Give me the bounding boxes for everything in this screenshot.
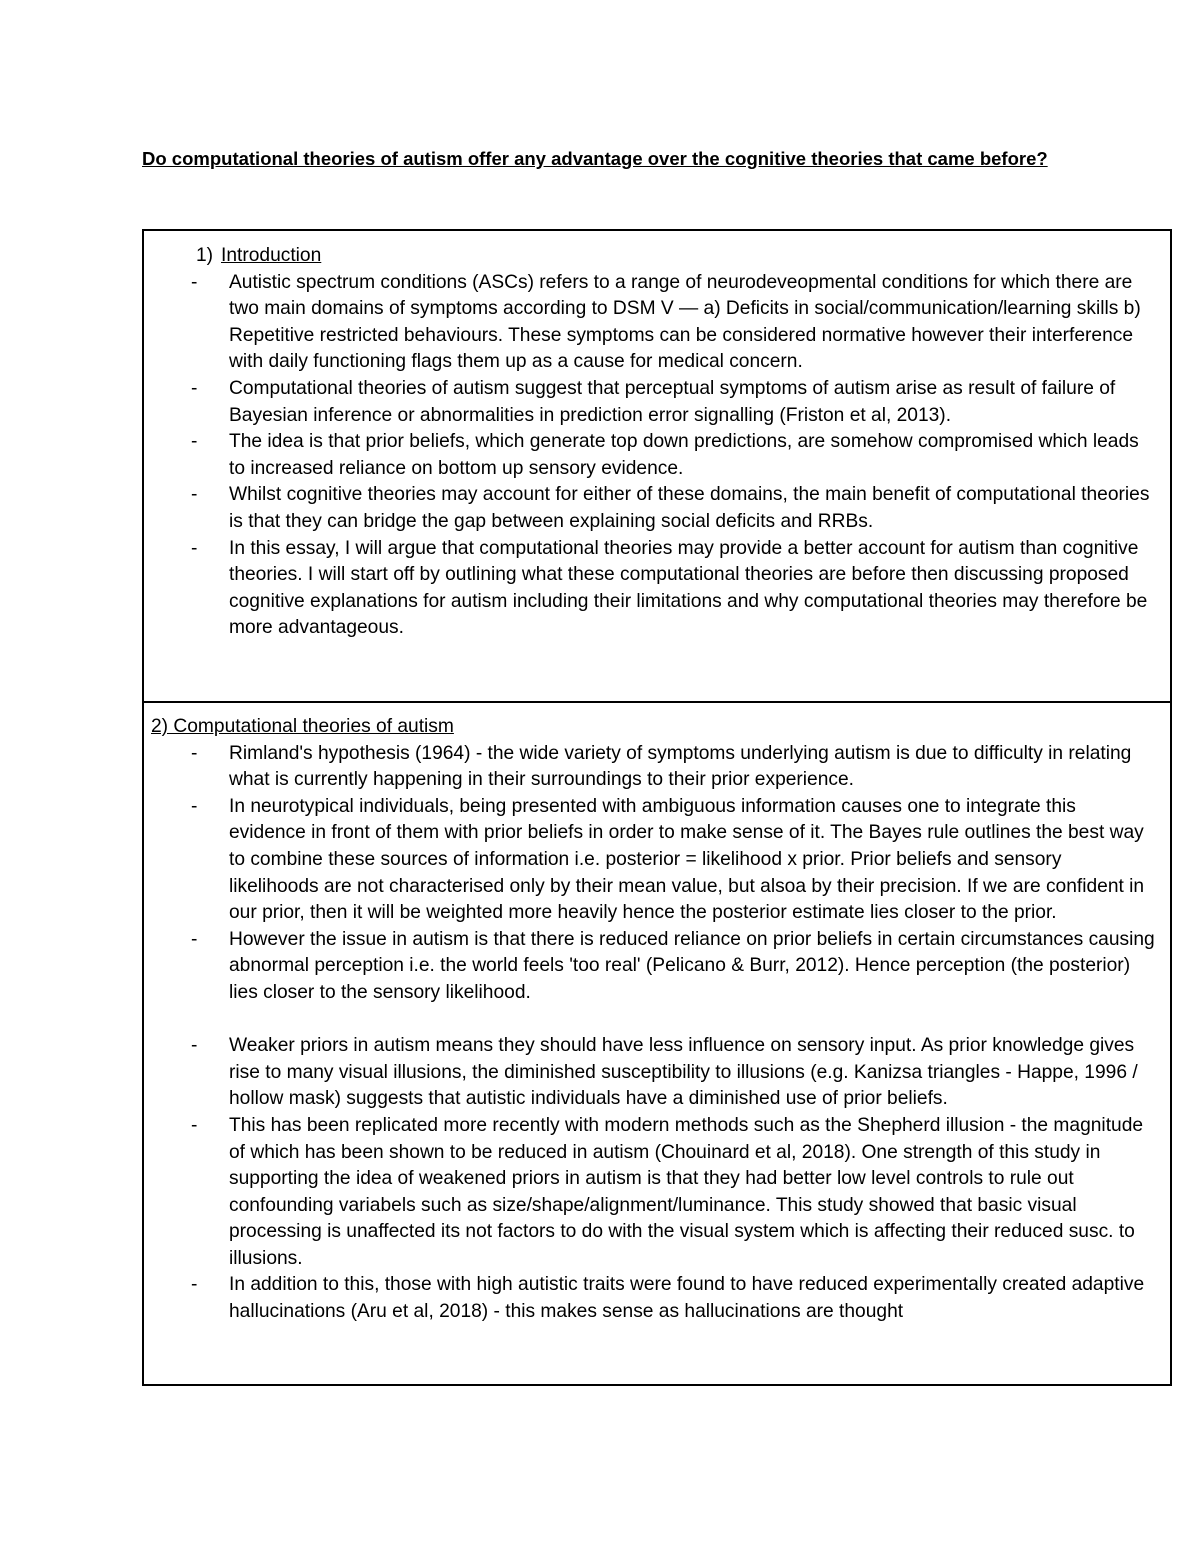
outline-table — [142, 229, 1172, 1386]
paragraph-gap — [151, 1007, 1156, 1034]
list-item — [151, 536, 1156, 642]
list-item — [151, 927, 1156, 1007]
bullet-dash: - — [191, 537, 198, 559]
bullet-dash: - — [191, 271, 198, 293]
list-item — [151, 270, 1156, 376]
bullet-dash: - — [191, 484, 198, 506]
list-item — [151, 794, 1156, 927]
bullet-text: In addition to this, those with high autistic traits were found to have reduced experimentally created adaptive hallucinations (Aru et al, 2018) - this makes sense as hallucinations are thought — [229, 1274, 1145, 1323]
bullet-text: In this essay, I will argue that computational theories may provide a better account for autism than cognitive theories. I will start off by outlining what these computational theories are before then discussing proposed cognitive explanations for autism including their limitations and why computational theories may therefore be more advantageous. — [229, 537, 1148, 639]
list-item — [151, 1033, 1156, 1113]
bullet-text: The idea is that prior beliefs, which generate top down predictions, are somehow compromised which leads to increased reliance on bottom up sensory evidence. — [229, 431, 1139, 479]
section-title: 2) Computational theories of autism — [151, 716, 454, 737]
bullet-text: This has been replicated more recently with modern methods such as the Shepherd illusion - the magnitude of which has been shown to be reduced in autism (Chouinard et al, 2018). One strength of this study in supporting the idea of weakened priors in autism is that they had better low level controls to rule out confounding variabels such as size/shape/alignment/luminance. This study showed that basic visual processing is unaffected its not factors to do with the visual system which is affecting their reduced susc. to illusions. — [229, 1114, 1144, 1269]
list-item — [151, 1272, 1156, 1325]
bullet-dash: - — [191, 1114, 198, 1136]
bullet-text: Weaker priors in autism means they should have less influence on sensory input. As prior knowledge gives rise to many visual illusions, the diminished susceptibility to illusions (e.g. Kanizsa triangles - Happe, 1996 / hollow mask) suggests that autistic individuals have a diminished use of prior beliefs. — [229, 1035, 1138, 1110]
section-title: Introduction — [221, 245, 322, 266]
list-item — [151, 1113, 1156, 1273]
section-heading — [151, 243, 1156, 270]
bullet-dash: - — [191, 1035, 198, 1057]
section-introduction — [144, 231, 1170, 701]
section-heading — [151, 714, 1156, 741]
document-title: Do computational theories of autism offer any advantage over the cognitive theories that came before? — [142, 148, 1048, 169]
section-computational-theories — [144, 701, 1170, 1384]
bullet-dash: - — [191, 742, 198, 764]
bullet-dash: - — [191, 377, 198, 399]
bullet-list — [151, 270, 1156, 642]
bullet-dash: - — [191, 431, 198, 453]
bullet-list — [151, 1033, 1156, 1326]
bullet-text: Whilst cognitive theories may account for either of these domains, the main benefit of computational theories is that they can bridge the gap between explaining social deficits and RRBs. — [229, 484, 1150, 532]
bullet-dash: - — [191, 1274, 198, 1296]
list-item — [151, 482, 1156, 535]
list-item — [151, 376, 1156, 429]
bullet-text: Computational theories of autism suggest that perceptual symptoms of autism arise as result of failure of Bayesian inference or abnormalities in prediction error signalling (Friston et al, 2013). — [229, 377, 1116, 426]
bullet-list — [151, 741, 1156, 1007]
bullet-dash: - — [191, 795, 198, 817]
bullet-text: In neurotypical individuals, being presented with ambiguous information causes one to integrate this evidence in front of them with prior beliefs in order to make sense of it. The Bayes rule outlines the best way to combine these sources of information i.e. posterior = likelihood x prior. Prior beliefs and sensory likelihoods are not characterised only by their mean value, but alsoa by their precision. If we are confident in our prior, then it will be weighted more heavily hence the posterior estimate lies closer to the prior. — [229, 795, 1145, 924]
list-item — [151, 741, 1156, 794]
list-item — [151, 429, 1156, 482]
bullet-text: However the issue in autism is that there is reduced reliance on prior beliefs in certain circumstances causing abnormal perception i.e. the world feels 'too real' (Pelicano & Burr, 2012). Hence perception (the posterior) lies closer to the sensory likelihood. — [229, 928, 1155, 1003]
bullet-text: Autistic spectrum conditions (ASCs) refers to a range of neurodeveopmental conditions for which there are two main domains of symptoms according to DSM V — a) Deficits in social/communication/learning skills b) Repetitive restricted behaviours. These symptoms can be considered normative however their interference with daily functioning flags them up as a cause for medical concern. — [229, 271, 1141, 373]
bullet-dash: - — [191, 928, 198, 950]
section-number: 1) — [195, 245, 213, 266]
bullet-text: Rimland's hypothesis (1964) - the wide variety of symptoms underlying autism is due to difficulty in relating what is currently happening in their surroundings to their prior experience. — [229, 742, 1132, 791]
